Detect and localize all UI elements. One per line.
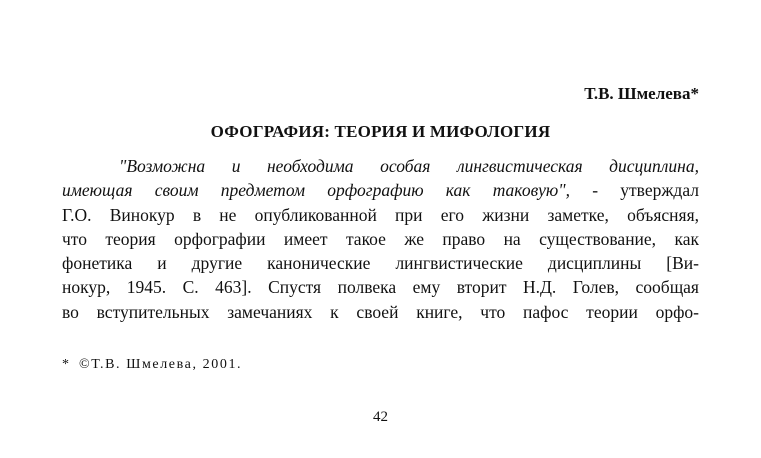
quote-text: "Возможна и необходима особая лингвистическая дисциплина, [119, 156, 699, 176]
plain-text: фонетика и другие канонические лингвистические дисциплины [Ви- [62, 253, 699, 274]
plain-text: - утверждал [570, 180, 699, 201]
author-name: Т.В. Шмелева* [584, 84, 699, 103]
footnote-marker: * [62, 357, 69, 372]
plain-text: Г.О. Винокур в не опубликованной при его жизни заметке, объясняя, [62, 204, 699, 225]
text-line [62, 227, 699, 251]
article-title: ОФОГРАФИЯ: ТЕОРИЯ И МИФОЛОГИЯ [210, 122, 551, 141]
text-line [62, 300, 699, 324]
plain-text: что теория орфографии имеет такое же право на существование, как [62, 228, 699, 249]
quote-text: имеющая своим предметом орфографию как таковую", [62, 180, 570, 201]
text-line [62, 178, 699, 202]
plain-text: во вступительных замечаниях к своей книге, что пафос теории орфо- [62, 301, 699, 322]
text-line [62, 251, 699, 275]
text-line [62, 275, 699, 299]
page-number: 42 [373, 409, 388, 425]
text-line [62, 154, 699, 178]
footnote [62, 357, 242, 373]
text-line [62, 203, 699, 227]
footnote-text: ©Т.В. Шмелева, 2001. [79, 357, 243, 372]
body-paragraph [62, 154, 699, 324]
plain-text: нокур, 1945. С. 463]. Спустя полвека ему вторит Н.Д. Голев, сообщая [62, 277, 699, 298]
